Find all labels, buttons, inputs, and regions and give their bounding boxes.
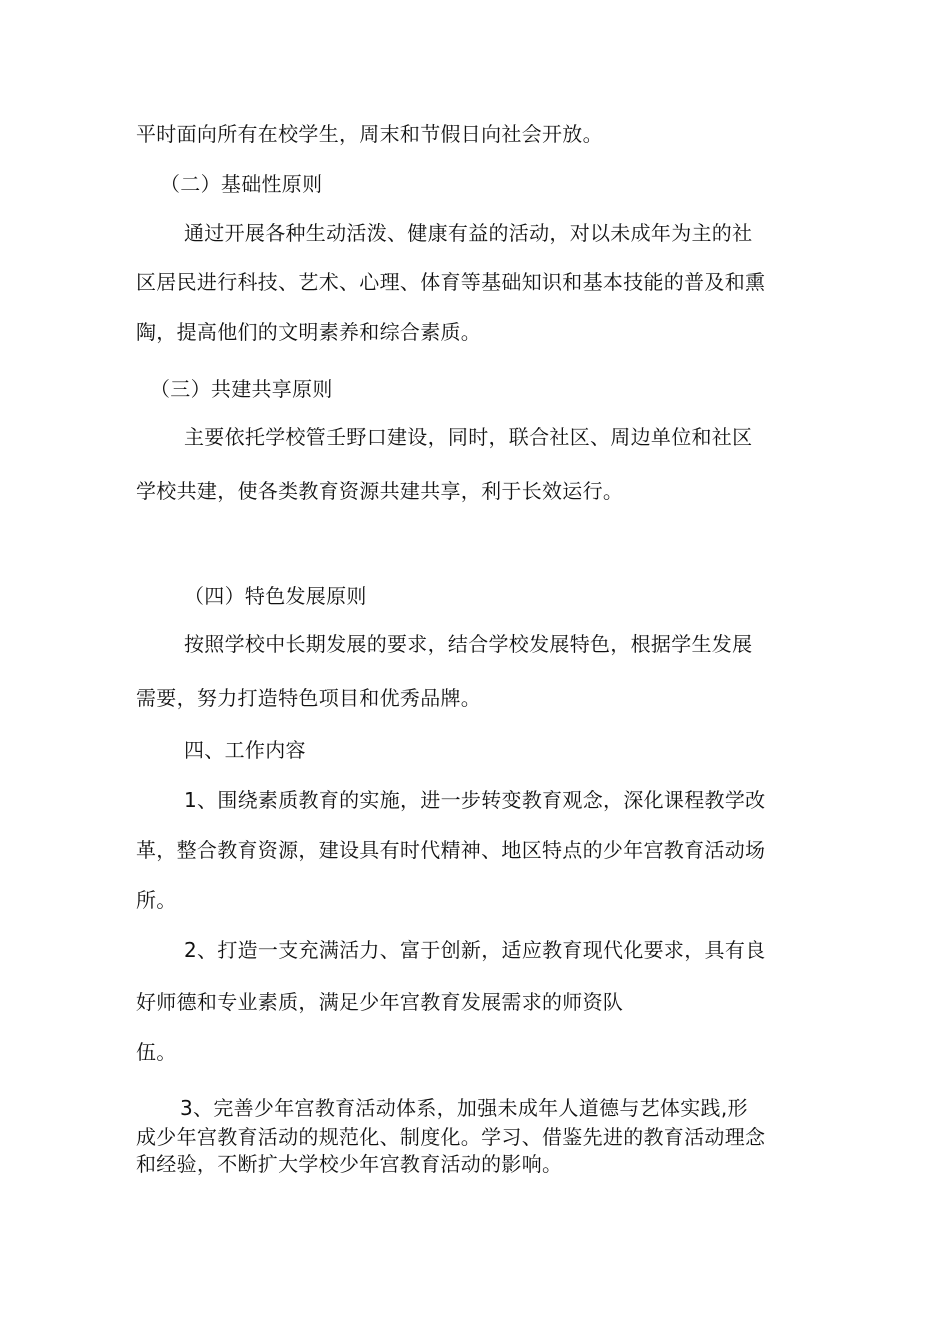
section-heading: 四、工作内容 (184, 738, 306, 762)
body-text-line: 需要，努力打造特色项目和优秀品牌。 (136, 686, 482, 710)
list-item-1-line: 革，整合教育资源，建设具有时代精神、地区特点的少年宫教育活动场 (136, 838, 766, 862)
list-item-3-line: 成少年宫教育活动的规范化、制度化。学习、借鉴先进的教育活动理念 (136, 1125, 766, 1149)
list-item-2-line: 2、打造一支充满活力、富于创新，适应教育现代化要求，具有良 (184, 938, 766, 962)
body-text-line: 主要依托学校管壬野口建设，同时，联合社区、周边单位和社区 (184, 425, 753, 449)
body-text-line: 平时面向所有在校学生，周末和节假日向社会开放。 (136, 122, 603, 146)
list-item-3-line: 和经验，不断扩大学校少年宫教育活动的影响。 (136, 1152, 563, 1176)
list-item-2-line: 好师德和专业素质，满足少年宫教育发展需求的师资队 (136, 990, 624, 1014)
list-item-3-line: 3、完善少年宫教育活动体系，加强未成年人道德与艺体实践,形 (180, 1096, 748, 1120)
body-text-line: 按照学校中长期发展的要求，结合学校发展特色，根据学生发展 (184, 632, 753, 656)
body-text-line: 通过开展各种生动活泼、健康有益的活动，对以未成年为主的社 (184, 221, 753, 245)
section-heading: （三）共建共享原则 (150, 377, 333, 401)
section-heading: （二）基础性原则 (160, 172, 323, 196)
body-text-line: 陶，提高他们的文明素养和综合素质。 (136, 320, 482, 344)
section-heading: （四）特色发展原则 (184, 584, 367, 608)
list-item-1-line: 1、围绕素质教育的实施，进一步转变教育观念，深化课程教学改 (184, 788, 766, 812)
list-item-1-line: 所。 (136, 888, 177, 912)
body-text-line: 区居民进行科技、艺术、心理、体育等基础知识和基本技能的普及和熏 (136, 270, 766, 294)
body-text-line: 学校共建，使各类教育资源共建共享，利于长效运行。 (136, 479, 624, 503)
list-item-2-line: 伍。 (136, 1040, 177, 1064)
